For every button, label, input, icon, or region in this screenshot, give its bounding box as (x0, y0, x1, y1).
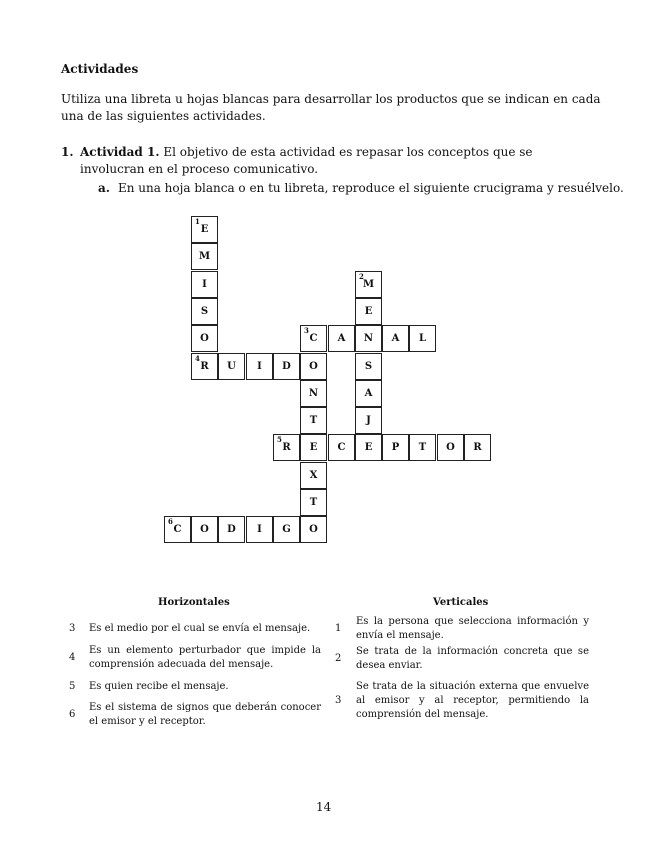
crossword-cell (191, 353, 218, 380)
v-clue-num: 2 (335, 653, 342, 664)
crossword-cell (273, 516, 300, 543)
crossword-letter: D (282, 361, 291, 372)
crossword-cell (382, 325, 409, 352)
crossword-cell (300, 380, 327, 407)
crossword-cell (300, 407, 327, 434)
crossword-letter: O (446, 442, 455, 453)
crossword-cell (409, 325, 436, 352)
crossword-letter: T (309, 415, 318, 426)
crossword-letter: T (309, 497, 318, 508)
crossword-letter: E (200, 224, 209, 235)
crossword-clue-number: 5 (277, 435, 282, 444)
crossword-letter: O (309, 361, 318, 372)
crossword-cell (191, 243, 218, 270)
crossword-cell (464, 434, 491, 461)
crossword-letter: R (200, 361, 209, 372)
h-clue-num: 6 (69, 709, 76, 720)
crossword-letter: S (364, 361, 373, 372)
crossword-cell (300, 325, 327, 352)
horizontal-clues-title: Horizontales (158, 597, 230, 608)
crossword-letter: M (362, 279, 375, 290)
crossword-cell (355, 434, 382, 461)
crossword-letter: O (200, 524, 209, 535)
crossword-letter: R (282, 442, 291, 453)
crossword-cell (273, 353, 300, 380)
v-clue-text: Se trata de la información concreta que se desea enviar. (356, 646, 589, 671)
crossword-letter: I (257, 361, 262, 372)
crossword-cell (355, 380, 382, 407)
crossword-letter: N (308, 388, 319, 399)
crossword-cell (191, 516, 218, 543)
crossword-cell (191, 298, 218, 325)
crossword-cell (218, 516, 245, 543)
h-clue-text: Es el sistema de signos que deberán conocer el emisor y el receptor. (89, 702, 321, 727)
intro-paragraph: Utiliza una libreta u hojas blancas para desarrollar los productos que se indican en cada una de las siguientes actividades. (61, 92, 601, 123)
crossword-cell (191, 325, 218, 352)
activity-text-block (80, 144, 600, 178)
h-clue-text: Es quien recibe el mensaje. (89, 681, 229, 692)
h-clue-num: 4 (69, 652, 76, 663)
crossword-cell (355, 325, 382, 352)
crossword-cell (328, 325, 355, 352)
activity-description: El objetivo de esta actividad es repasar los conceptos que se involucran en el proceso comunicativo. (80, 145, 533, 176)
crossword-cell (355, 353, 382, 380)
crossword-cell (246, 353, 273, 380)
crossword-cell (355, 271, 382, 298)
crossword-letter: G (282, 524, 291, 535)
crossword-letter: A (337, 333, 346, 344)
h-clue-num: 5 (69, 681, 76, 692)
crossword-letter: I (257, 524, 262, 535)
crossword-clue-number: 6 (168, 517, 173, 526)
crossword-cell (191, 271, 218, 298)
crossword-letter: C (173, 524, 182, 535)
crossword-cell (328, 434, 355, 461)
crossword-letter: S (200, 306, 209, 317)
crossword-cell (355, 298, 382, 325)
crossword-cell (191, 216, 218, 243)
crossword-letter: N (363, 333, 374, 344)
crossword-letter: L (418, 333, 427, 344)
subitem-letter: a. (98, 181, 110, 195)
crossword-letter: A (391, 333, 400, 344)
crossword-cell (437, 434, 464, 461)
crossword-cell (164, 516, 191, 543)
crossword-cell (300, 489, 327, 516)
h-clue-text: Es un elemento perturbador que impide la comprensión adecuada del mensaje. (89, 645, 321, 670)
crossword-letter: R (473, 442, 482, 453)
crossword-letter: C (309, 333, 318, 344)
crossword-clue-number: 3 (304, 326, 309, 335)
crossword-letter: E (309, 442, 318, 453)
page-number: 14 (316, 800, 332, 814)
crossword-letter: X (309, 470, 318, 481)
crossword-letter: A (364, 388, 373, 399)
crossword-letter: I (202, 279, 207, 290)
crossword-letter: T (418, 442, 427, 453)
crossword-letter: P (391, 442, 400, 453)
crossword-cell (246, 516, 273, 543)
crossword-cell (218, 353, 245, 380)
crossword-clue-number: 2 (359, 272, 364, 281)
h-clue-text: Es el medio por el cual se envía el mensaje. (89, 623, 311, 634)
h-clue-num: 3 (69, 623, 76, 634)
crossword-cell (300, 462, 327, 489)
crossword-letter: O (200, 333, 209, 344)
activity-number: 1. (61, 145, 74, 159)
section-heading: Actividades (61, 62, 139, 76)
crossword-clue-number: 4 (195, 354, 200, 363)
crossword-cell (273, 434, 300, 461)
v-clue-text: Es la persona que selecciona información y envía el mensaje. (356, 616, 589, 641)
v-clue-num: 3 (335, 695, 342, 706)
crossword-letter: U (227, 361, 236, 372)
crossword-cell (300, 516, 327, 543)
crossword-letter: J (366, 415, 371, 426)
activity-title: Actividad 1. (80, 145, 160, 159)
crossword-cell (355, 407, 382, 434)
crossword-letter: O (309, 524, 318, 535)
crossword-letter: E (364, 442, 373, 453)
crossword-cell (382, 434, 409, 461)
crossword-letter: E (364, 306, 373, 317)
v-clue-text: Se trata de la situación externa que envuelve al emisor y al receptor, permitiendo la comprensión del mensaje. (356, 681, 589, 720)
crossword-cell (300, 434, 327, 461)
crossword-letter: D (227, 524, 236, 535)
crossword-letter: C (337, 442, 346, 453)
crossword-letter: M (198, 251, 211, 262)
activity-subitem (98, 181, 624, 195)
crossword-cell (300, 353, 327, 380)
vertical-clues-title: Verticales (433, 597, 489, 608)
subitem-text: En una hoja blanca o en tu libreta, reproduce el siguiente crucigrama y resuélvelo. (117, 181, 624, 195)
crossword-cell (409, 434, 436, 461)
crossword-clue-number: 1 (195, 217, 200, 226)
v-clue-num: 1 (335, 623, 342, 634)
